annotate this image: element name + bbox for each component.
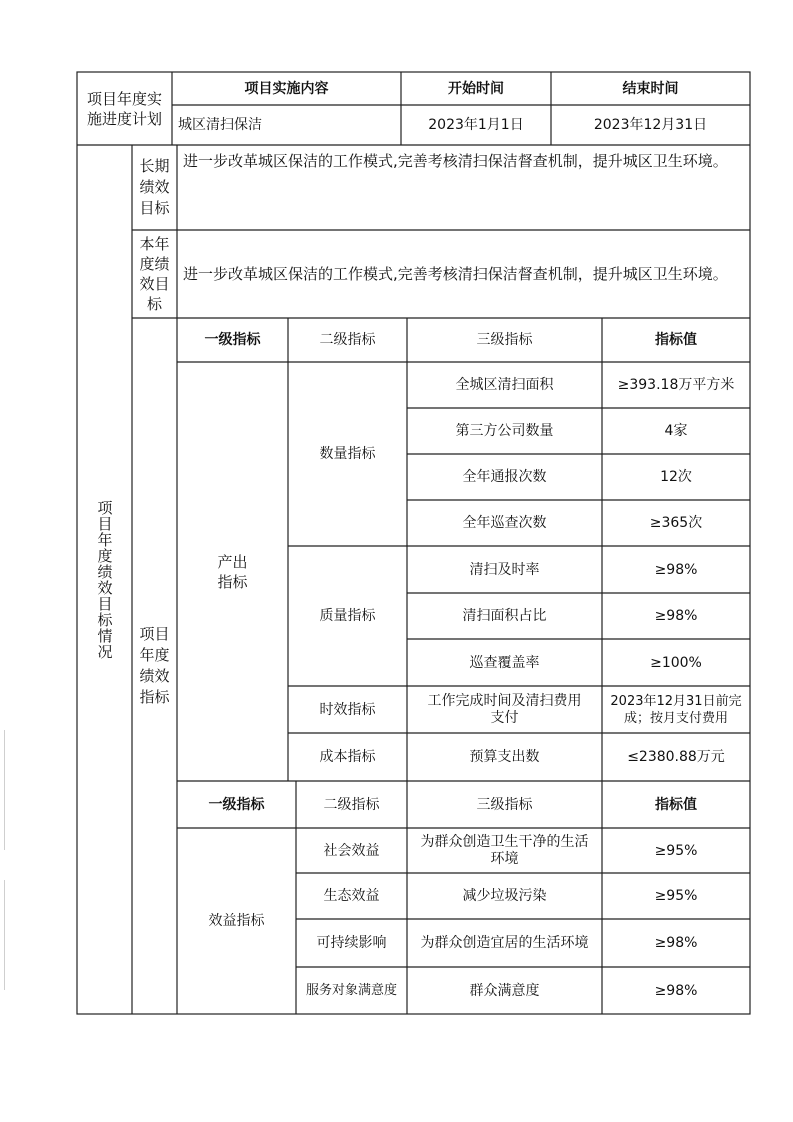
table-row-name: 全年巡查次数	[462, 515, 547, 531]
table-row-name: 清扫及时率	[469, 561, 540, 578]
benefit-row-name: 群众满意度	[469, 982, 540, 999]
annual-goal-text: 进一步改革城区保洁的工作模式,完善考核清扫保洁督查机制，提升城区卫生环境。	[183, 265, 728, 283]
table-row-value: ≥98%	[654, 608, 698, 624]
quality-indicator-label: 质量指标	[319, 608, 376, 624]
scan-artifact	[4, 880, 5, 990]
benefit-row-name: 为群众创造卫生干净的生活环境	[420, 833, 589, 867]
table-row-name: 清扫面积占比	[462, 608, 547, 624]
benefit-row-value: ≥98%	[654, 982, 698, 999]
content-value: 城区清扫保洁	[178, 117, 262, 133]
plan-label: 项目年度实施进度计划	[86, 89, 162, 128]
benefit-row-name: 为群众创造宜居的生活环境	[420, 934, 589, 951]
section-label-cell	[77, 145, 132, 1014]
scan-artifact	[4, 730, 5, 850]
table-row-value: 12次	[660, 469, 692, 485]
benefit-row-level2: 服务对象满意度	[305, 982, 397, 998]
end-value: 2023年12月31日	[593, 117, 708, 133]
start-value: 2023年1月1日	[428, 117, 524, 133]
table-row-value: ≥393.18万平方米	[617, 377, 735, 393]
output-indicator-label: 产出指标	[217, 552, 248, 591]
table-row-name: 第三方公司数量	[455, 423, 554, 439]
long-goal-label: 长期绩效目标	[139, 157, 170, 217]
col-header-level1: 一级指标	[204, 332, 261, 348]
benefit-row-value: ≥95%	[654, 842, 698, 859]
section-label: 项目年度绩效目标情况	[95, 499, 114, 660]
table-row-value: ≥98%	[654, 561, 698, 578]
col-header-level3: 三级指标	[476, 332, 533, 348]
benefit-row-value: ≥98%	[654, 935, 698, 951]
long-goal-text: 进一步改革城区保洁的工作模式,完善考核清扫保洁督查机制，提升城区卫生环境。	[183, 152, 728, 170]
table-row-value: ≥100%	[650, 654, 702, 671]
col-header-level2-2: 二级指标	[323, 796, 380, 813]
benefit-row-level2: 社会效益	[323, 842, 380, 859]
benefit-indicator-label: 效益指标	[208, 913, 265, 929]
end-header: 结束时间	[622, 80, 679, 97]
table-row-value: ≥365次	[649, 515, 703, 531]
benefit-row-name: 减少垃圾污染	[462, 888, 547, 904]
table-row-value: 4家	[664, 423, 688, 439]
col-header-value-2: 指标值	[655, 796, 697, 813]
benefit-row-level2: 生态效益	[323, 888, 380, 904]
quantity-indicator-label: 数量指标	[319, 446, 376, 462]
table-row-value: 2023年12月31日前完成；按月支付费用	[610, 693, 742, 726]
col-header-level2: 二级指标	[319, 332, 376, 348]
col-header-value: 指标值	[655, 332, 697, 348]
indicators-label: 项目年度绩效指标	[139, 625, 170, 706]
benefit-row-level2: 可持续影响	[316, 935, 387, 951]
table-row-name: 预算支出数	[469, 749, 540, 765]
start-header: 开始时间	[448, 80, 504, 97]
timeliness-indicator-label: 时效指标	[319, 701, 376, 718]
table-row-name: 全年通报次数	[462, 469, 547, 485]
table-row-name: 全城区清扫面积	[455, 377, 554, 393]
col-header-level1-2: 一级指标	[208, 796, 265, 813]
cost-indicator-label: 成本指标	[319, 749, 376, 765]
benefit-row-value: ≥95%	[654, 888, 698, 904]
annual-goal-label: 本年度绩效目标	[139, 235, 170, 313]
content-header: 项目实施内容	[244, 80, 329, 97]
table-row-name: 工作完成时间及清扫费用支付	[427, 692, 582, 726]
table-row-value: ≤2380.88万元	[627, 749, 725, 765]
table-row-name: 巡查覆盖率	[469, 654, 540, 671]
col-header-level3-2: 三级指标	[476, 796, 533, 813]
